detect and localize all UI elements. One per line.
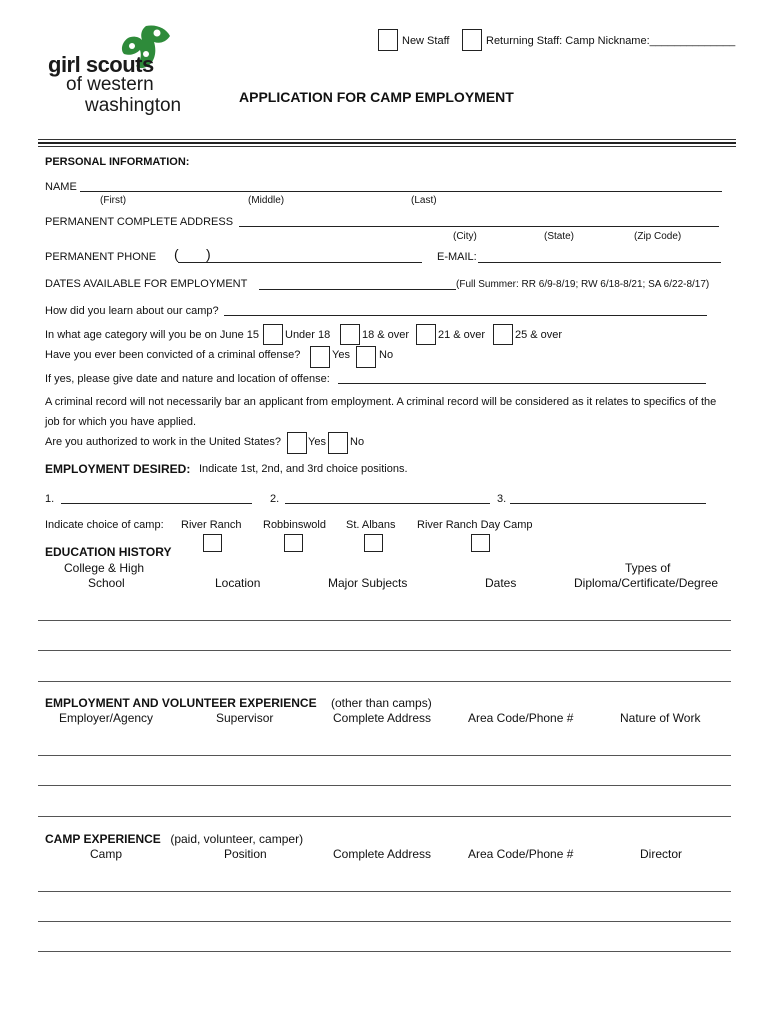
camp-col-address: Complete Address <box>333 847 432 861</box>
phone-label: PERMANENT PHONE <box>45 251 157 263</box>
camp-robbinswold-label: Robbinswold <box>263 519 326 531</box>
personal-info-heading: PERSONAL INFORMATION: <box>45 156 190 168</box>
employment-exp-heading-sub: (other than camps) <box>331 696 432 710</box>
age-under-18-label: Under 18 <box>285 329 331 341</box>
logo-line-2: of western <box>66 74 154 95</box>
choice-1-number: 1. <box>45 493 55 505</box>
learn-label: How did you learn about our camp? <box>45 305 219 317</box>
criminal-note-line-2: job for which you have applied. <box>45 416 197 428</box>
education-row-1[interactable] <box>38 620 731 621</box>
authorized-yes-label: Yes <box>308 436 326 448</box>
camp-col-director: Director <box>640 847 683 861</box>
employment-col-address: Complete Address <box>333 711 432 725</box>
authorized-label: Are you authorized to work in the United States? <box>45 436 282 448</box>
convicted-yes-checkbox[interactable] <box>310 346 330 368</box>
education-col-school-2: School <box>88 576 125 590</box>
camp-rr-day-camp-label: River Ranch Day Camp <box>417 519 533 531</box>
education-col-types-2: Diploma/Certificate/Degree <box>574 576 719 590</box>
education-heading: EDUCATION HISTORY <box>45 545 172 559</box>
camp-river-ranch-checkbox[interactable] <box>203 534 222 552</box>
employment-row-3[interactable] <box>38 816 731 817</box>
camp-rr-day-camp-checkbox[interactable] <box>471 534 490 552</box>
camp-exp-heading-sub: (paid, volunteer, camper) <box>167 832 304 846</box>
age-label: In what age category will you be on June 15 <box>45 329 260 341</box>
camp-exp-heading: CAMP EXPERIENCE <box>45 832 161 846</box>
camp-river-ranch-label: River Ranch <box>181 519 242 531</box>
email-label: E-MAIL: <box>437 251 477 263</box>
employment-exp-heading: EMPLOYMENT AND VOLUNTEER EXPERIENCE <box>45 696 317 710</box>
learn-field[interactable] <box>224 315 707 316</box>
convicted-no-checkbox[interactable] <box>356 346 376 368</box>
education-col-school-1: College & High <box>64 561 145 575</box>
name-middle-caption: (Middle) <box>248 195 285 206</box>
dates-label: DATES AVAILABLE FOR EMPLOYMENT <box>45 278 248 290</box>
address-label: PERMANENT COMPLETE ADDRESS <box>45 216 234 228</box>
logo-line-3: washington <box>85 95 182 116</box>
address-city-caption: (City) <box>453 231 477 242</box>
address-state-caption: (State) <box>544 231 575 242</box>
employment-col-phone: Area Code/Phone # <box>468 711 574 725</box>
employment-col-nature: Nature of Work <box>620 711 701 725</box>
camp-col-phone: Area Code/Phone # <box>468 847 574 861</box>
camp-robbinswold-checkbox[interactable] <box>284 534 303 552</box>
choice-2-number: 2. <box>270 493 280 505</box>
age-25-over-checkbox[interactable] <box>493 324 513 345</box>
camp-choice-label: Indicate choice of camp: <box>45 519 164 531</box>
age-under-18-checkbox[interactable] <box>263 324 283 345</box>
address-zip-caption: (Zip Code) <box>634 231 682 242</box>
page-title: APPLICATION FOR CAMP EMPLOYMENT <box>239 89 514 105</box>
returning-staff-checkbox[interactable] <box>462 29 482 51</box>
new-staff-label: New Staff <box>402 35 450 47</box>
name-last-caption: (Last) <box>411 195 437 206</box>
education-col-location: Location <box>215 576 261 590</box>
offense-field[interactable] <box>338 383 706 384</box>
phone-close-paren: ) <box>206 246 211 262</box>
age-18-over-checkbox[interactable] <box>340 324 360 345</box>
authorized-no-label: No <box>350 436 365 448</box>
name-label: NAME <box>45 181 77 193</box>
education-col-major: Major Subjects <box>328 576 408 590</box>
camp-st-albans-checkbox[interactable] <box>364 534 383 552</box>
camp-col-position: Position <box>224 847 267 861</box>
logo-line-1: girl scouts <box>48 52 154 77</box>
education-row-2[interactable] <box>38 650 731 651</box>
employment-row-1[interactable] <box>38 755 731 756</box>
age-21-over-checkbox[interactable] <box>416 324 436 345</box>
employment-col-employer: Employer/Agency <box>59 711 154 725</box>
camp-col-camp: Camp <box>90 847 123 861</box>
returning-staff-label: Returning Staff: Camp Nickname:______________ <box>486 35 736 47</box>
phone-field[interactable] <box>178 262 422 263</box>
employment-desired-heading: EMPLOYMENT DESIRED: <box>45 462 191 476</box>
education-col-types-1: Types of <box>625 561 671 575</box>
address-field[interactable] <box>239 226 719 227</box>
camp-st-albans-label: St. Albans <box>346 519 396 531</box>
name-first-caption: (First) <box>100 195 127 206</box>
convicted-label: Have you ever been convicted of a criminal offense? <box>45 349 301 361</box>
email-field[interactable] <box>478 262 721 263</box>
employment-desired-sub: Indicate 1st, 2nd, and 3rd choice positions. <box>199 463 408 475</box>
authorized-no-checkbox[interactable] <box>328 432 348 454</box>
camp-row-3[interactable] <box>38 951 731 952</box>
criminal-note-line-1: A criminal record will not necessarily bar an applicant from employment. A criminal record will be considered as it relates to specifics of the <box>45 396 717 408</box>
age-25-over-label: 25 & over <box>515 329 563 341</box>
choice-1-field[interactable] <box>61 503 252 504</box>
new-staff-checkbox[interactable] <box>378 29 398 51</box>
phone-open-paren: ( <box>174 246 179 262</box>
dates-field[interactable] <box>259 289 456 290</box>
age-18-over-label: 18 & over <box>362 329 410 341</box>
dates-note: (Full Summer: RR 6/9-8/19; RW 6/18-8/21; SA 6/22-8/17) <box>456 279 710 290</box>
authorized-yes-checkbox[interactable] <box>287 432 307 454</box>
choice-3-field[interactable] <box>510 503 706 504</box>
age-21-over-label: 21 & over <box>438 329 486 341</box>
employment-row-2[interactable] <box>38 785 731 786</box>
camp-row-2[interactable] <box>38 921 731 922</box>
employment-col-supervisor: Supervisor <box>216 711 274 725</box>
name-field[interactable] <box>80 191 722 192</box>
education-row-3[interactable] <box>38 681 731 682</box>
choice-3-number: 3. <box>497 493 507 505</box>
choice-2-field[interactable] <box>285 503 490 504</box>
offense-label: If yes, please give date and nature and location of offense: <box>45 373 330 385</box>
education-col-dates: Dates <box>485 576 517 590</box>
convicted-yes-label: Yes <box>332 349 350 361</box>
convicted-no-label: No <box>379 349 394 361</box>
camp-row-1[interactable] <box>38 891 731 892</box>
